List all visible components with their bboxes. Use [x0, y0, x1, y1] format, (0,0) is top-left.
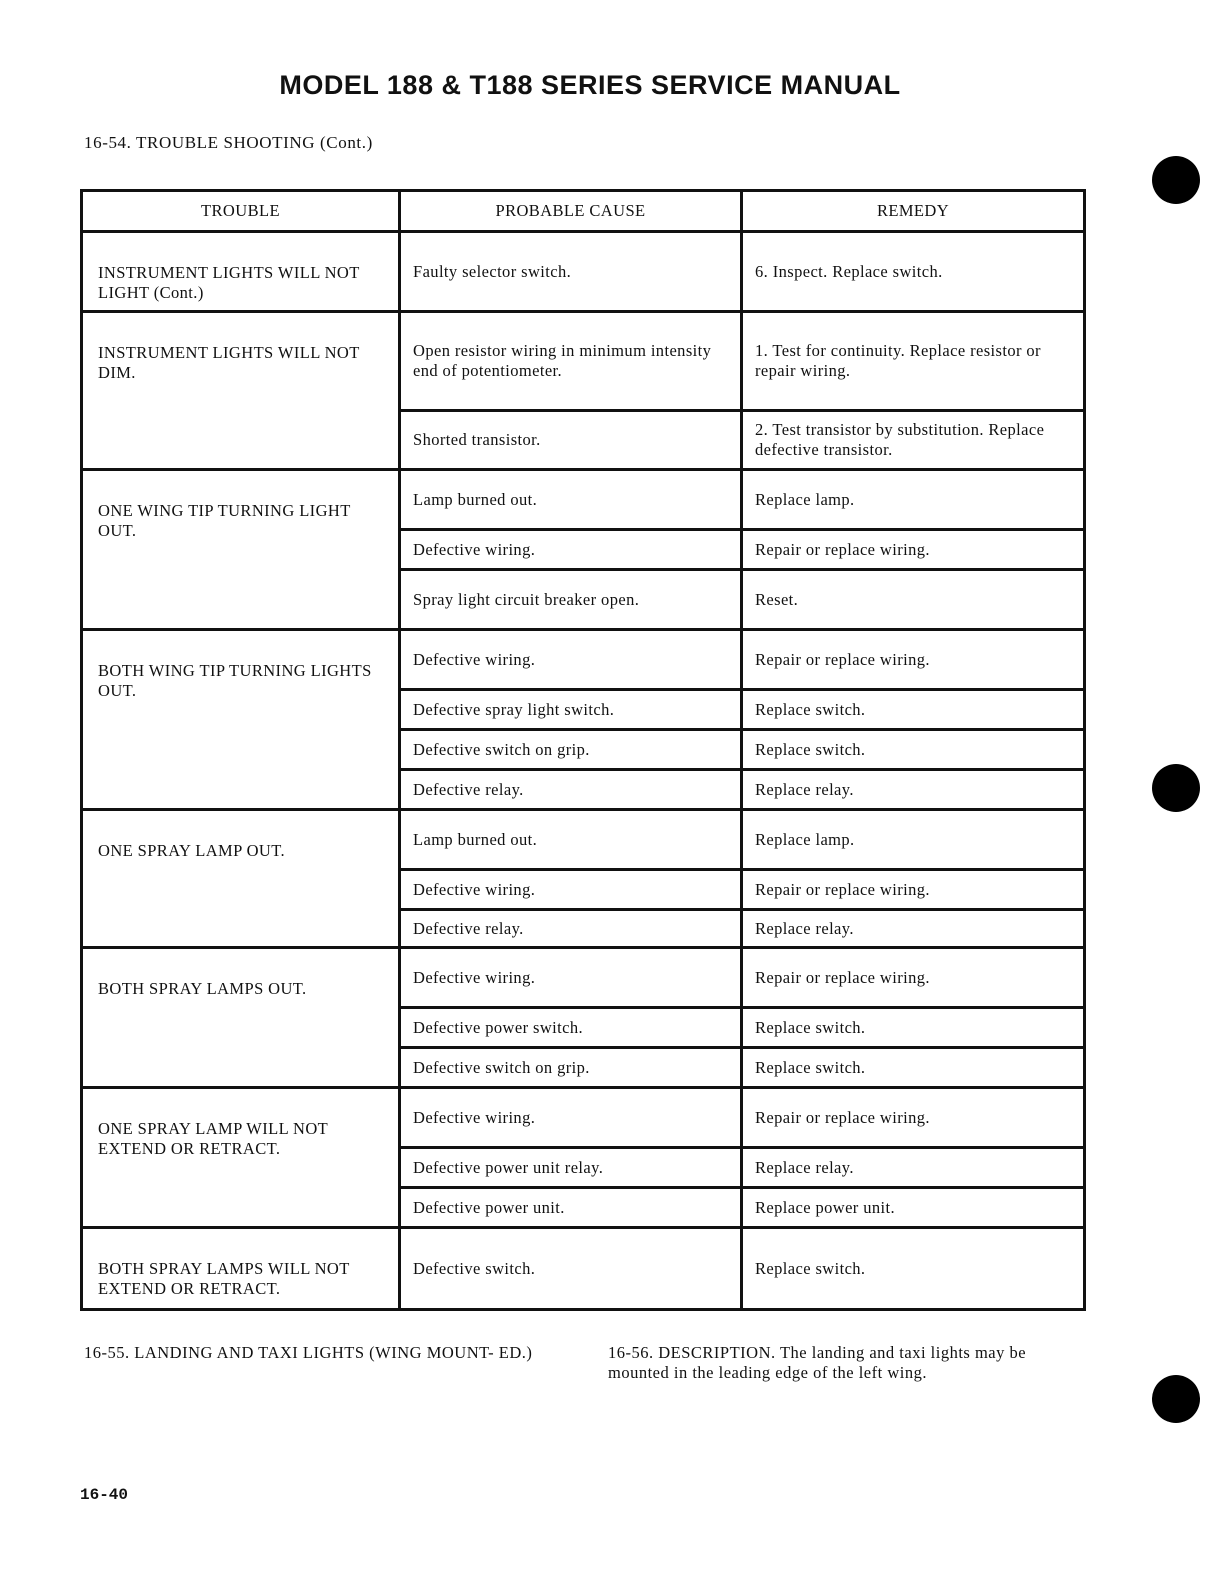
cause-cell: Defective switch.: [400, 1228, 742, 1310]
column-header-probable-cause: PROBABLE CAUSE: [400, 191, 742, 232]
table-header-row: [82, 191, 1085, 232]
cause-cell: Faulty selector switch.: [400, 232, 742, 312]
cause-cell: Defective wiring.: [400, 948, 742, 1008]
remedy-cell: Replace switch.: [742, 690, 1085, 730]
cause-cell: Defective wiring.: [400, 630, 742, 690]
remedy-cell: Repair or replace wiring.: [742, 948, 1085, 1008]
cause-cell: Lamp burned out.: [400, 810, 742, 870]
remedy-cell: Replace switch.: [742, 1008, 1085, 1048]
paragraph-16-55: 16-55. LANDING AND TAXI LIGHTS (WING MOUNT- ED.): [84, 1343, 533, 1362]
cause-cell: Defective relay.: [400, 910, 742, 948]
remedy-cell: Repair or replace wiring.: [742, 530, 1085, 570]
page-title: MODEL 188 & T188 SERIES SERVICE MANUAL: [279, 70, 901, 100]
remedy-cell: Repair or replace wiring.: [742, 630, 1085, 690]
trouble-cell: BOTH SPRAY LAMPS WILL NOT EXTEND OR RETRACT.: [82, 1228, 400, 1310]
section-heading: 16-54. TROUBLE SHOOTING (Cont.): [84, 133, 373, 152]
remedy-cell: Replace switch.: [742, 1048, 1085, 1088]
trouble-cell: INSTRUMENT LIGHTS WILL NOT LIGHT (Cont.): [82, 232, 400, 312]
table-row: [82, 470, 1085, 530]
cause-cell: Defective power unit.: [400, 1188, 742, 1228]
remedy-cell: Repair or replace wiring.: [742, 870, 1085, 910]
remedy-cell: Repair or replace wiring.: [742, 1088, 1085, 1148]
trouble-cell: ONE WING TIP TURNING LIGHT OUT.: [82, 470, 400, 630]
remedy-cell: Replace lamp.: [742, 810, 1085, 870]
table-row: [82, 810, 1085, 870]
trouble-cell: BOTH SPRAY LAMPS OUT.: [82, 948, 400, 1088]
column-header-trouble: TROUBLE: [82, 191, 400, 232]
cause-cell: Defective relay.: [400, 770, 742, 810]
binder-hole-icon: [1152, 764, 1200, 812]
troubleshooting-table: [80, 189, 1086, 1311]
remedy-cell: 1. Test for continuity. Replace resistor or repair wiring.: [742, 312, 1085, 411]
table-row: [82, 630, 1085, 690]
paragraph-16-56: 16-56. DESCRIPTION. The landing and taxi lights may be mounted in the leading edge of the left wing.: [608, 1343, 1027, 1382]
remedy-cell: 6. Inspect. Replace switch.: [742, 232, 1085, 312]
cause-cell: Spray light circuit breaker open.: [400, 570, 742, 630]
table-row: [82, 1228, 1085, 1310]
remedy-cell: Replace switch.: [742, 1228, 1085, 1310]
cause-cell: Defective power unit relay.: [400, 1148, 742, 1188]
cause-cell: Lamp burned out.: [400, 470, 742, 530]
cause-cell: Defective spray light switch.: [400, 690, 742, 730]
cause-cell: Defective wiring.: [400, 530, 742, 570]
cause-cell: Shorted transistor.: [400, 411, 742, 470]
trouble-cell: BOTH WING TIP TURNING LIGHTS OUT.: [82, 630, 400, 810]
trouble-cell: INSTRUMENT LIGHTS WILL NOT DIM.: [82, 312, 400, 470]
table-row: [82, 232, 1085, 312]
table-row: [82, 1088, 1085, 1148]
cause-cell: Defective switch on grip.: [400, 730, 742, 770]
remedy-cell: Reset.: [742, 570, 1085, 630]
remedy-cell: 2. Test transistor by substitution. Replace defective transistor.: [742, 411, 1085, 470]
binder-hole-icon: [1152, 1375, 1200, 1423]
table-row: [82, 312, 1085, 411]
cause-cell: Open resistor wiring in minimum intensity end of potentiometer.: [400, 312, 742, 411]
remedy-cell: Replace relay.: [742, 1148, 1085, 1188]
remedy-cell: Replace relay.: [742, 770, 1085, 810]
cause-cell: Defective power switch.: [400, 1008, 742, 1048]
binder-hole-icon: [1152, 156, 1200, 204]
column-header-remedy: REMEDY: [742, 191, 1085, 232]
cause-cell: Defective wiring.: [400, 870, 742, 910]
cause-cell: Defective wiring.: [400, 1088, 742, 1148]
cause-cell: Defective switch on grip.: [400, 1048, 742, 1088]
trouble-cell: ONE SPRAY LAMP OUT.: [82, 810, 400, 948]
remedy-cell: Replace switch.: [742, 730, 1085, 770]
remedy-cell: Replace relay.: [742, 910, 1085, 948]
page-number: 16-40: [80, 1486, 129, 1504]
trouble-cell: ONE SPRAY LAMP WILL NOT EXTEND OR RETRACT.: [82, 1088, 400, 1228]
table-row: [82, 948, 1085, 1008]
remedy-cell: Replace power unit.: [742, 1188, 1085, 1228]
remedy-cell: Replace lamp.: [742, 470, 1085, 530]
